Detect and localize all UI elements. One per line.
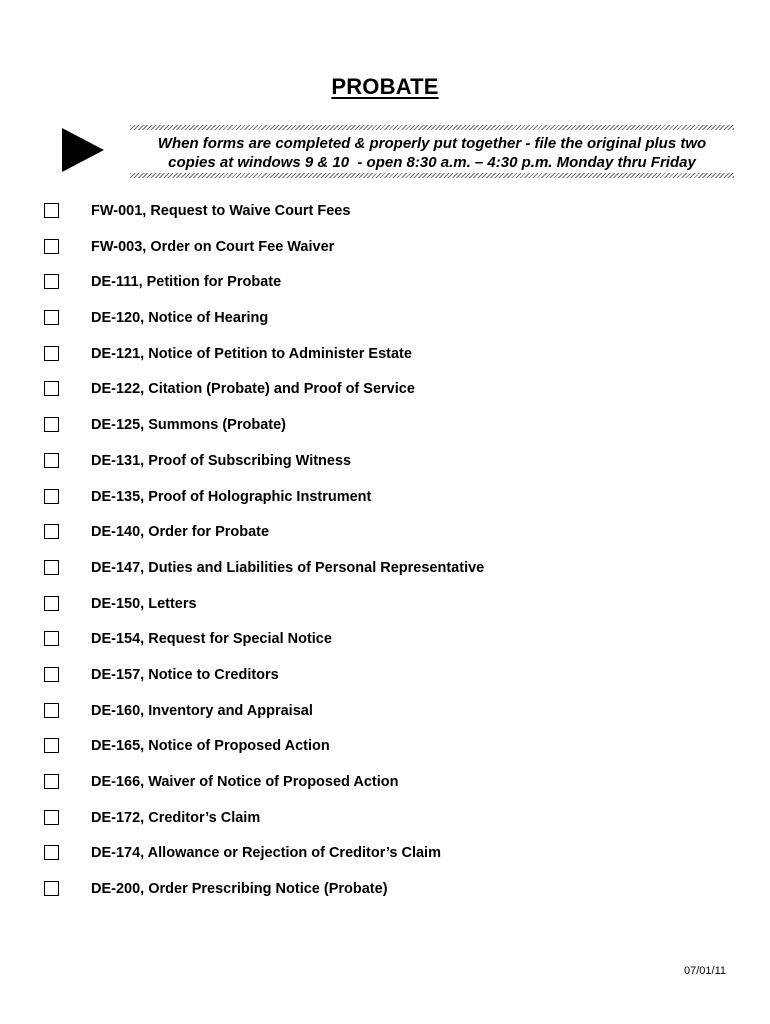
form-checklist-item <box>44 843 484 879</box>
form-checklist-item <box>44 201 484 237</box>
form-checklist-item <box>44 308 484 344</box>
form-checklist-item <box>44 237 484 273</box>
form-label: DE-165, Notice of Proposed Action <box>91 738 330 755</box>
form-label: DE-157, Notice to Creditors <box>91 666 279 683</box>
form-checklist-item <box>44 522 484 558</box>
checkbox-empty-icon[interactable] <box>44 703 59 718</box>
checkbox-empty-icon[interactable] <box>44 239 59 254</box>
form-checklist <box>44 201 484 915</box>
checkbox-empty-icon[interactable] <box>44 881 59 896</box>
revision-date: 07/01/11 <box>684 965 727 977</box>
checkbox-empty-icon[interactable] <box>44 738 59 753</box>
form-label: DE-122, Citation (Probate) and Proof of Service <box>91 381 415 398</box>
form-checklist-item <box>44 487 484 523</box>
checkbox-empty-icon[interactable] <box>44 631 59 646</box>
form-checklist-item <box>44 451 484 487</box>
form-label: DE-150, Letters <box>91 595 197 612</box>
arrow-right-icon <box>62 128 104 172</box>
checkbox-empty-icon[interactable] <box>44 596 59 611</box>
checkbox-empty-icon[interactable] <box>44 845 59 860</box>
form-label: DE-131, Proof of Subscribing Witness <box>91 452 352 469</box>
form-label: DE-174, Allowance or Rejection of Creditor’s Claim <box>91 845 441 862</box>
form-label: DE-166, Waiver of Notice of Proposed Action <box>91 774 399 790</box>
form-checklist-item <box>44 808 484 844</box>
form-checklist-item <box>44 665 484 701</box>
form-checklist-item <box>44 879 484 915</box>
form-label: DE-200, Order Prescribing Notice (Probate) <box>91 881 388 898</box>
form-label: DE-111, Petition for Probate <box>91 274 282 291</box>
checkbox-empty-icon[interactable] <box>44 524 59 539</box>
form-label: DE-147, Duties and Liabilities of Personal Representative <box>91 559 485 576</box>
form-checklist-item <box>44 736 484 772</box>
checkbox-empty-icon[interactable] <box>44 810 59 825</box>
form-label: DE-120, Notice of Hearing <box>91 310 269 327</box>
form-checklist-item <box>44 344 484 380</box>
form-checklist-item <box>44 772 484 808</box>
form-checklist-item <box>44 629 484 665</box>
form-label: DE-125, Summons (Probate) <box>91 417 286 434</box>
form-checklist-item <box>44 558 484 594</box>
checkbox-empty-icon[interactable] <box>44 560 59 575</box>
instruction-text <box>132 134 732 172</box>
checkbox-empty-icon[interactable] <box>44 346 59 361</box>
instruction-line-2: copies at windows 9 & 10 - open 8:30 a.m. – 4:30 p.m. Monday thru Friday <box>168 154 696 171</box>
instruction-bottom-border <box>130 173 734 178</box>
checkbox-empty-icon[interactable] <box>44 489 59 504</box>
form-checklist-item <box>44 415 484 451</box>
form-label: DE-135, Proof of Holographic Instrument <box>91 488 372 505</box>
form-label: DE-154, Request for Special Notice <box>91 631 332 648</box>
checkbox-empty-icon[interactable] <box>44 274 59 289</box>
checkbox-empty-icon[interactable] <box>44 381 59 396</box>
checkbox-empty-icon[interactable] <box>44 774 59 789</box>
instruction-top-border <box>130 125 734 130</box>
form-label: DE-121, Notice of Petition to Administer Estate <box>91 345 412 362</box>
form-label: DE-160, Inventory and Appraisal <box>91 702 313 719</box>
checkbox-empty-icon[interactable] <box>44 417 59 432</box>
page-title: PROBATE <box>331 74 439 99</box>
form-checklist-item <box>44 701 484 737</box>
checkbox-empty-icon[interactable] <box>44 667 59 682</box>
checkbox-empty-icon[interactable] <box>44 310 59 325</box>
instruction-line-1: When forms are completed & properly put together - file the original plus two <box>157 135 707 152</box>
form-checklist-item <box>44 272 484 308</box>
form-label: FW-001, Request to Waive Court Fees <box>91 203 351 219</box>
checkbox-empty-icon[interactable] <box>44 453 59 468</box>
form-checklist-item <box>44 594 484 630</box>
form-label: FW-003, Order on Court Fee Waiver <box>91 238 335 255</box>
form-label: DE-140, Order for Probate <box>91 524 270 541</box>
form-checklist-item <box>44 379 484 415</box>
checkbox-empty-icon[interactable] <box>44 203 59 218</box>
form-label: DE-172, Creditor’s Claim <box>91 809 261 826</box>
